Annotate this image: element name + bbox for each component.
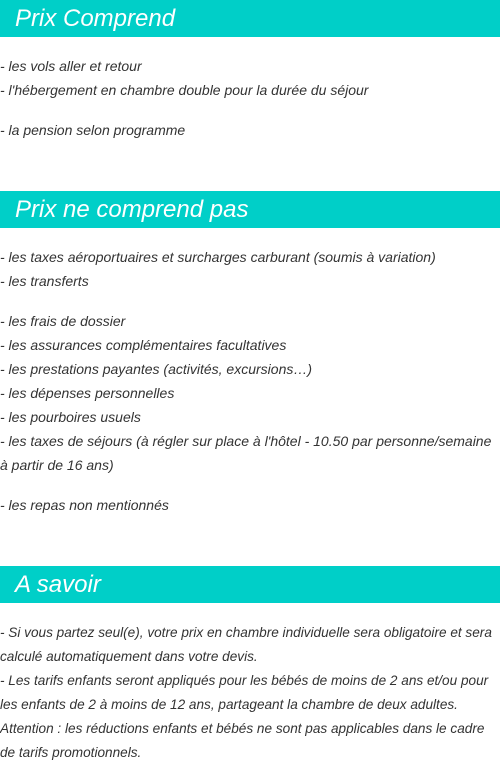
section-body-a-savoir [0,621,500,763]
list-item: - les taxes de séjours (à régler sur place à l'hôtel - 10.50 par personne/semaine à partir de 16 ans) [0,433,492,473]
list-item: - la pension selon programme [0,122,186,138]
list-item: - les prestations payantes (activités, excursions…) [0,361,313,377]
section-title-prix-comprend: Prix Comprend [0,0,500,37]
section-title-prix-ne-comprend-pas: Prix ne comprend pas [0,191,500,228]
list-item: - les dépenses personnelles [0,385,175,401]
list-item: - les vols aller et retour [0,58,142,74]
list-item: - les taxes aéroportuaires et surcharges carburant (soumis à variation) [0,249,436,265]
list-item: - Les tarifs enfants seront appliqués pour les bébés de moins de 2 ans et/ou pour les enfants de 2 à moins de 12 ans, partageant la chambre de deux adultes. [0,673,489,712]
list-item: - les frais de dossier [0,313,126,329]
list-item: Attention : les réductions enfants et bébés ne sont pas applicables dans le cadre de tarifs promotionnels. [0,721,485,760]
section-body-prix-comprend [0,54,500,142]
section-body-prix-ne-comprend-pas [0,245,500,517]
section-title-a-savoir: A savoir [0,566,500,603]
list-item: - les pourboires usuels [0,409,141,425]
list-item: - l'hébergement en chambre double pour la durée du séjour [0,82,369,98]
list-item: - les transferts [0,273,89,289]
list-item: - Si vous partez seul(e), votre prix en chambre individuelle sera obligatoire et sera calculé automatiquement dans votre devis. [0,625,492,664]
list-item: - les repas non mentionnés [0,497,169,513]
list-item: - les assurances complémentaires facultatives [0,337,287,353]
